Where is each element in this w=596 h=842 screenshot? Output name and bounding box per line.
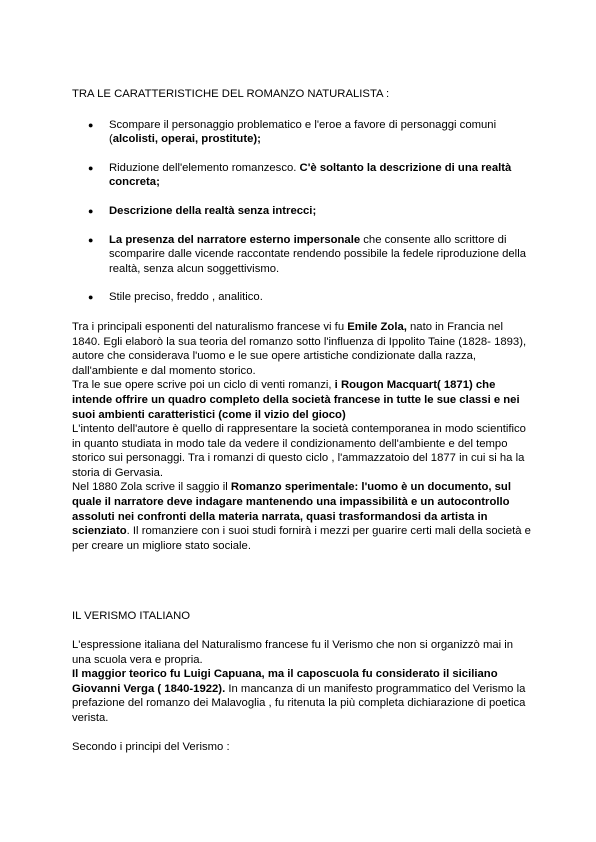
body-text: In mancanza di un manifesto programmatico del Verismo la prefazione del romanzo dei Malavoglia , fu ritenuta la più completa dichiarazione di poetica verista.	[72, 682, 526, 724]
bullet-text: Riduzione dell'elemento romanzesco.	[109, 161, 300, 174]
list-item	[72, 204, 532, 219]
verismo-principles-intro: Secondo i principi del Verismo :	[72, 740, 230, 753]
body-text: nato in Francia nel 1840. Egli elaborò la sua teoria del romanzo sotto l'influenza di Ippolito Taine (1828- 1893), autore che considerava l'uomo e le sue opere artistiche condizionate dalla razza, dall'ambiente e dal momento storico.	[72, 320, 527, 377]
body-text: L'intento dell'autore è quello di rappresentare la società contemporanea in modo scientifico in quanto studiata in modo tale da vedere il condizionamento dell'ambiente e del tempo storico sui personaggi. Tra i romanzi di questo ciclo , l'ammazzatoio del 1877 in cui si ha la storia di Gervasia.	[72, 423, 526, 479]
list-item	[72, 118, 532, 147]
bullet-bold-text: La presenza del narratore esterno impersonale	[109, 233, 361, 246]
body-text: L'espressione italiana del Naturalismo francese fu il Verismo che non si organizzò mai in una scuola vera e propria.	[72, 639, 514, 666]
body-text: Tra i principali esponenti del naturalismo francese vi fu	[72, 320, 348, 333]
section-heading-verismo: IL VERISMO ITALIANO	[72, 610, 191, 623]
document-page	[72, 87, 532, 754]
bullet-bold-text: Descrizione della realtà senza intrecci;	[109, 204, 317, 217]
list-item	[72, 233, 532, 277]
bullet-text: Stile preciso, freddo , analitico.	[109, 291, 263, 304]
zola-paragraph	[72, 320, 532, 554]
bullet-bold-text: alcolisti, operai, prostitute);	[112, 133, 261, 146]
list-item	[72, 161, 532, 190]
body-bold: i Rougon Macquart( 1871) che intende offrire un quadro completo della società francese in tutte le sue classi e nei suoi ambienti caratteristici (come il vizio del gioco)	[72, 379, 520, 421]
bullet-bold-text: C'è soltanto la descrizione di una realtà concreta;	[109, 161, 512, 189]
body-bold: Il maggior teorico fu Luigi Capuana, ma il caposcuola fu considerato il siciliano Giovanni Verga ( 1840-1922).	[72, 668, 498, 695]
verismo-paragraph	[72, 638, 532, 726]
characteristics-list	[72, 118, 532, 305]
body-bold: Romanzo sperimentale: l'uomo è un documento, sul quale il narratore deve indagare mantenendo una impassibilità e un autocontrollo assoluti nei confronti della materia narrata, quasi trasformandosi da artista in scienziato	[72, 481, 511, 538]
bullet-text: che consente allo scrittore di scomparire dalle vicende raccontate rendendo possibile la fedele riproduzione della realtà, senza alcun soggettivismo.	[109, 233, 526, 275]
body-text: . Il romanziere con i suoi studi fornirà i mezzi per guarire certi mali della società e per creare un migliore stato sociale.	[72, 525, 531, 552]
list-item	[72, 290, 532, 305]
body-bold: Emile Zola,	[347, 320, 407, 333]
body-text: Nel 1880 Zola scrive il saggio il	[72, 481, 231, 494]
bullet-text: Scompare il personaggio problematico e l'eroe a favore di personaggi comuni (	[109, 118, 497, 146]
section-heading-naturalismo: TRA LE CARATTERISTICHE DEL ROMANZO NATURALISTA :	[72, 88, 390, 100]
body-text: Tra le sue opere scrive poi un ciclo di venti romanzi,	[72, 379, 335, 392]
